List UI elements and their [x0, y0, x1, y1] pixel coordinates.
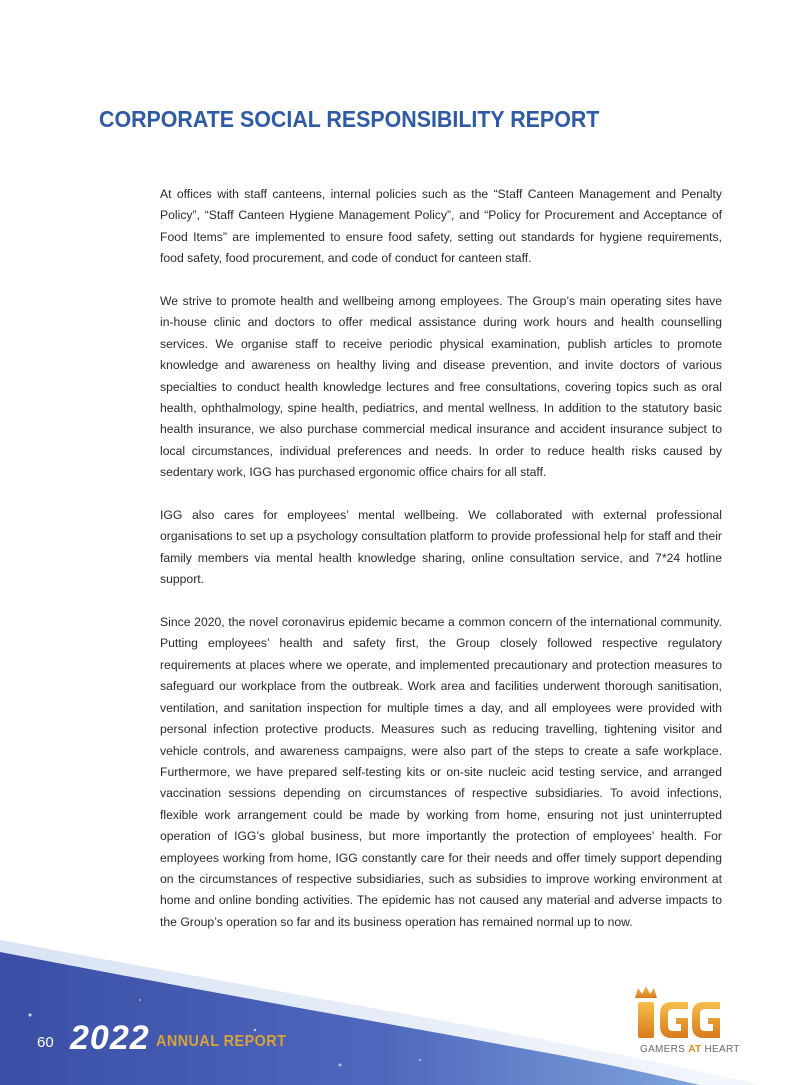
page-title: CORPORATE SOCIAL RESPONSIBILITY REPORT	[99, 106, 600, 132]
body-text	[160, 184, 722, 955]
igg-logo-mark	[632, 982, 750, 1040]
paragraph-health: We strive to promote health and wellbeing among employees. The Group’s main operating sites have in-house clinic and doctors to offer medical assistance during work hours and health counselling services. We organise staff to receive periodic physical examination, publish articles to promote knowledge and awareness on healthy living and disease prevention, and invite doctors of various specialties to conduct health knowledge lectures and free consultations, covering topics such as oral health, ophthalmology, spine health, pediatrics, and mental wellness. In addition to the statutory basic health insurance, we also purchase commercial medical insurance and accident insurance subject to local circumstances, individual preferences and needs. In order to reduce health risks caused by sedentary work, IGG has purchased ergonomic office chairs for all staff.	[160, 294, 722, 480]
logo-tagline: GAMERS AT HEART	[640, 1044, 740, 1055]
annual-report-label: ANNUAL REPORT	[156, 1033, 287, 1050]
report-year: 2022	[70, 1019, 150, 1057]
paragraph-epidemic: Since 2020, the novel coronavirus epidemic became a common concern of the international community. Putting employees’ health and safety first, the Group closely followed respective regulatory requirements at places where we operate, and implemented precautionary and protection measures to safeguard our workplace from the outbreak. Work area and facilities underwent thorough sanitisation, ventilation, and sanitation inspection for multiple times a day, and all employees were provided with personal infection protective products. Measures such as reducing travelling, tightening visitor and vehicle controls, and awareness campaigns, were also part of the steps to create a safe workplace. Furthermore, we have prepared self-testing kits or on-site nucleic acid testing service, and arranged vaccination sessions depending on circumstances of respective subsidiaries. To avoid infections, flexible work arrangement could be made by working from home, ensuring not just uninterrupted operation of IGG’s global business, but more importantly the protection of employees’ health. For employees working from home, IGG constantly care for their needs and offer timely support depending on the circumstances of respective subsidiaries, such as subsidies to improve working environment at home and online bonding activities. The epidemic has not caused any material and adverse impacts to the Group’s operation so far and its business operation has remained normal up to now.	[160, 615, 722, 929]
paragraph-mental-wellbeing: IGG also cares for employees’ mental wellbeing. We collaborated with external professional organisations to set up a psychology consultation platform to provide professional help for staff and their family members via mental health knowledge sharing, online consultation service, and 7*24 hotline support.	[160, 508, 722, 587]
paragraph-canteen: At offices with staff canteens, internal policies such as the “Staff Canteen Management and Penalty Policy”, “Staff Canteen Hygiene Management Policy”, and “Policy for Procurement and Acceptance of Food Items” are implemented to ensure food safety, setting out standards for hygiene requirements, food safety, food procurement, and code of conduct for canteen staff.	[160, 187, 722, 266]
page-number: 60	[37, 1034, 54, 1051]
igg-logo	[632, 982, 750, 1062]
